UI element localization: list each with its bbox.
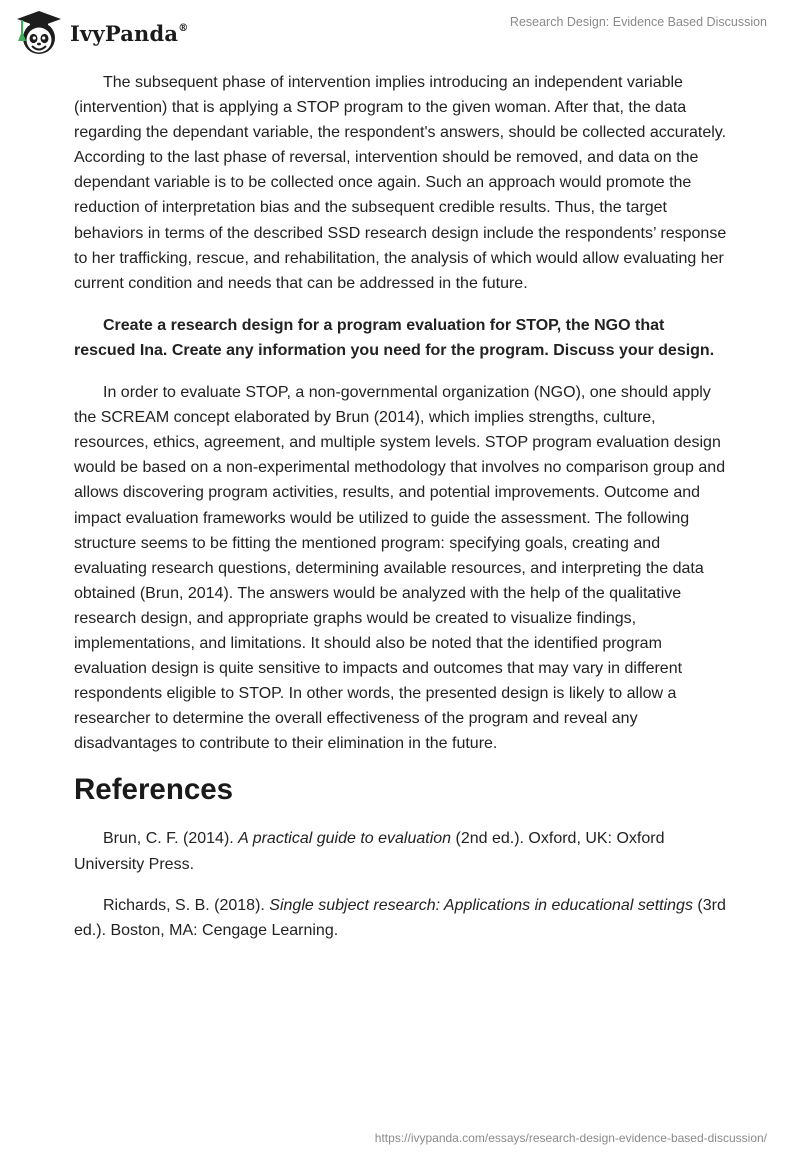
references-heading: References bbox=[74, 773, 234, 807]
assignment-question: Create a research design for a program evaluation for STOP, the NGO that rescued Ina. Create any information you need for the program. Discuss your design. bbox=[74, 316, 715, 359]
reference-author: Brun, C. F. (2014). bbox=[103, 830, 239, 848]
reference-author: Richards, S. B. (2018). bbox=[103, 896, 270, 914]
registered-mark: ® bbox=[178, 22, 189, 34]
document-body bbox=[74, 70, 730, 959]
reference-publisher: (2nd ed.). Oxford, UK: Oxford University Press. bbox=[74, 830, 665, 873]
brand-name bbox=[70, 21, 188, 46]
reference-item bbox=[74, 893, 730, 943]
body-paragraph: The subsequent phase of intervention implies introducing an independent variable (intervention) that is applying a STOP program to the given woman. After that, the data regarding the dependant variable, the respondent's answers, should be collected accurately. According to the last phase of reversal, intervention should be removed, and data on the dependant variable is to be collected once again. Such an approach would promote the reduction of interpretation bias and the subsequent credible results. Thus, the target behaviors in terms of the described SSD research design include the respondents’ response to her trafficking, rescue, and rehabilitation, the analysis of which would allow evaluating her current condition and needs that can be addressed in the future. bbox=[74, 74, 727, 292]
document-title: Research Design: Evidence Based Discussion bbox=[509, 15, 767, 29]
source-url-link[interactable]: https://ivypanda.com/essays/research-design-evidence-based-discussion/ bbox=[374, 1131, 767, 1145]
body-paragraph: In order to evaluate STOP, a non-governmental organization (NGO), one should apply the SCREAM concept elaborated by Brun (2014), which implies strengths, culture, resources, ethics, agreement, and multiple system levels. STOP program evaluation design would be based on a non-experimental methodology that involves no comparison group and allows discovering program activities, results, and potential improvements. Outcome and impact evaluation frameworks would be utilized to guide the assessment. The following structure seems to be fitting the mentioned program: specifying goals, creating and evaluating research questions, determining available resources, and interpreting the data obtained (Brun, 2014). The answers would be analyzed with the help of the qualitative research design, and appropriate graphs would be created to visualize findings, implementations, and limitations. It should also be noted that the identified program evaluation design is quite sensitive to impacts and outcomes that may vary in different respondents eligible to STOP. In other words, the presented design is likely to allow a researcher to determine the overall effectiveness of the program and reveal any disadvantages to contribute to their elimination in the future. bbox=[74, 384, 726, 753]
reference-publisher: (3rd ed.). Boston, MA: Cengage Learning. bbox=[74, 896, 726, 939]
ivypanda-logo[interactable] bbox=[14, 9, 188, 57]
panda-graduation-icon bbox=[14, 9, 64, 57]
page-header bbox=[0, 0, 800, 60]
reference-title: A practical guide to evaluation bbox=[238, 830, 452, 848]
reference-title: Single subject research: Applications in educational settings bbox=[269, 896, 693, 914]
reference-item bbox=[74, 826, 730, 876]
brand-name-text: IvyPanda bbox=[70, 20, 179, 46]
